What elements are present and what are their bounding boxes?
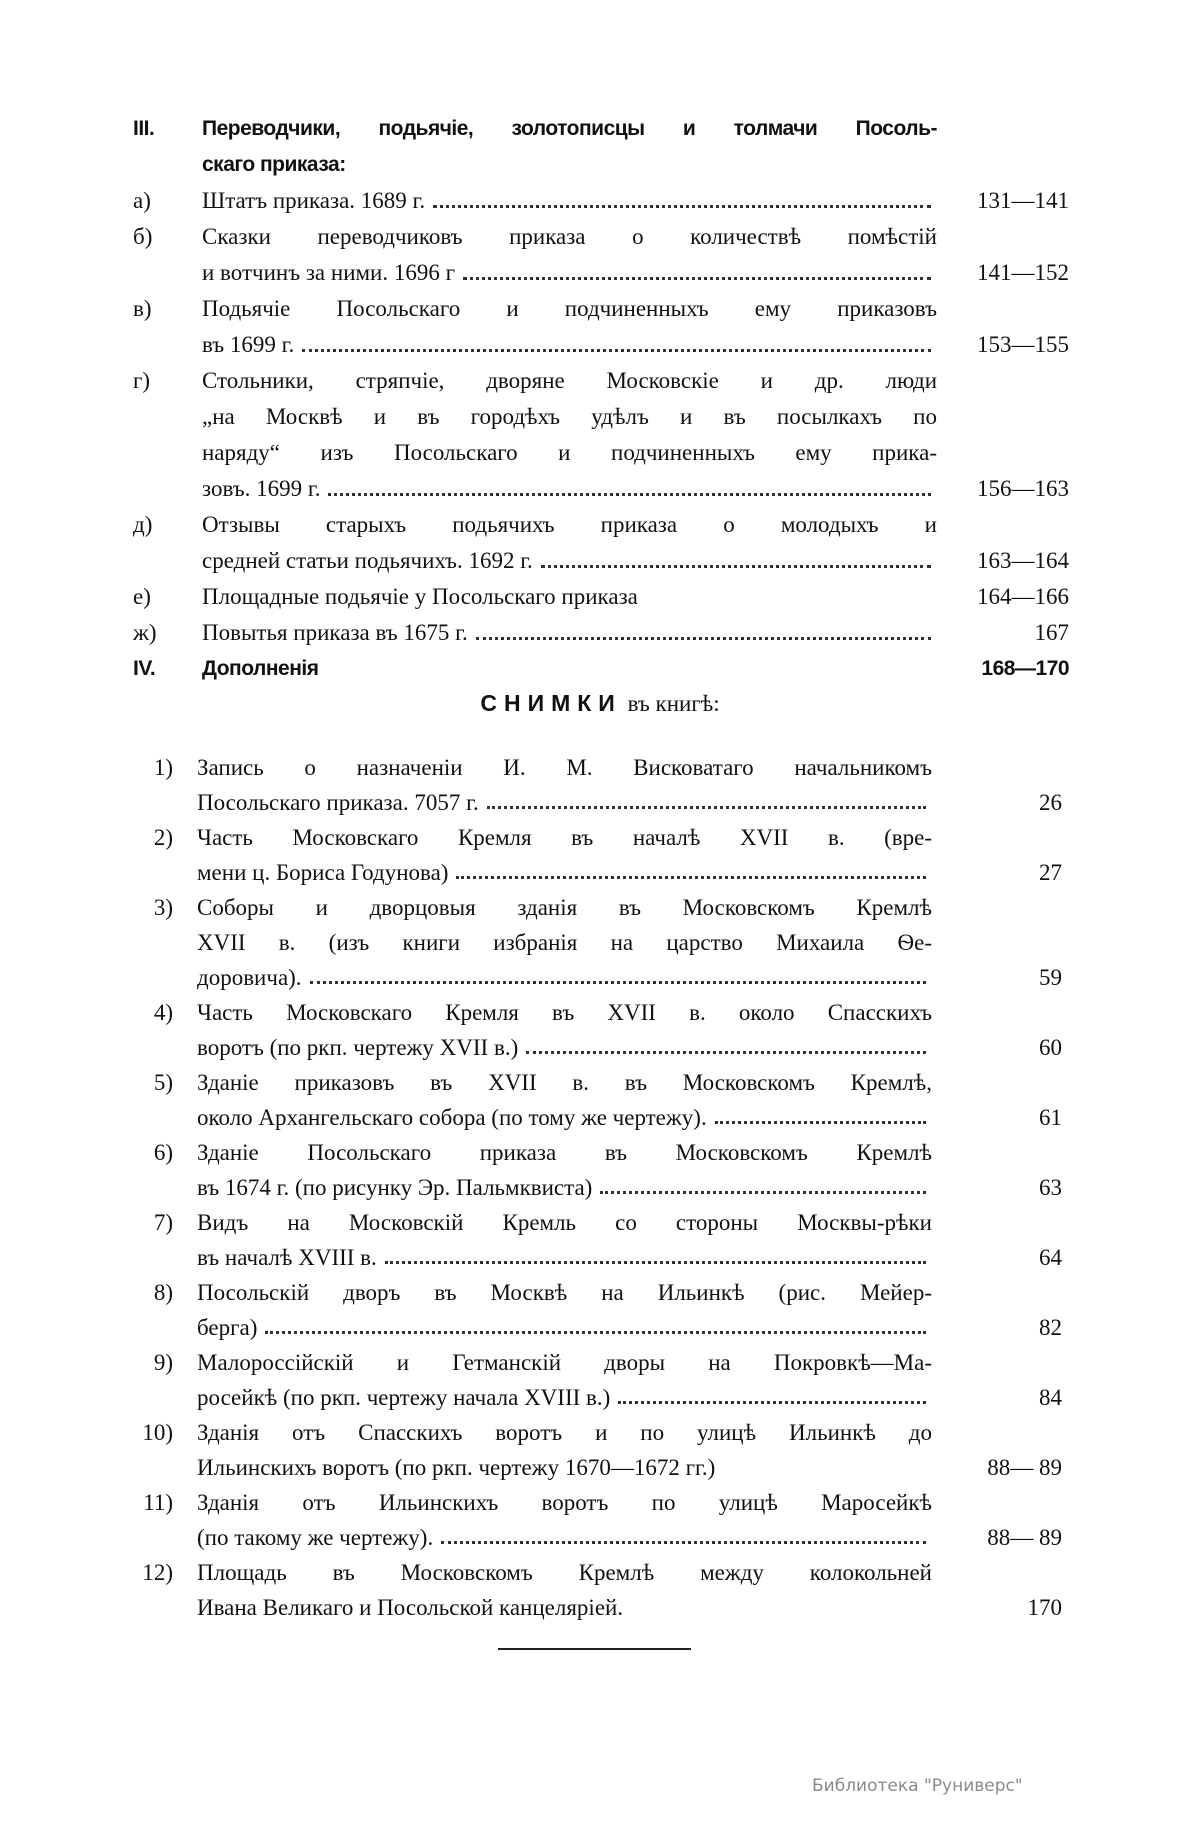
divider [498, 1648, 691, 1650]
entry-line [0, 363, 1200, 399]
entry-line [0, 995, 1200, 1030]
dot-leader [441, 1520, 926, 1544]
dot-leader [476, 615, 931, 640]
entry-text-line: зовъ. 1699 г. [202, 476, 321, 501]
entry-label: 10) [142, 1420, 173, 1445]
entry-line [0, 183, 1200, 219]
entry-text [202, 255, 937, 291]
page-number: 64 [1039, 1245, 1062, 1270]
entry-label: 7) [153, 1210, 173, 1235]
entry-text-line: Зданіе приказовъ въ XVII в. въ Московскомъ Кремлѣ, [197, 1070, 932, 1095]
entry-text-line: Соборы и дворцовыя зданія въ Московскомъ Кремлѣ [197, 895, 932, 920]
entry-text-line: Запись о назначеніи И. М. Висковатаго начальникомъ [197, 755, 932, 780]
entry-label: 3) [153, 895, 173, 920]
entry-line [0, 960, 1200, 995]
entry-text [197, 1555, 932, 1590]
entry-label: 1) [153, 755, 173, 780]
page-number: 156—163 [977, 476, 1069, 501]
entry-label: 8) [153, 1280, 173, 1305]
dot-leader [541, 543, 931, 568]
entry-line [0, 1065, 1200, 1100]
entry-text [202, 471, 937, 507]
entry-line [0, 1275, 1200, 1310]
entry-text [197, 785, 932, 820]
heading-bold: СНИМКИ [480, 690, 622, 716]
entry-text-line: въ началѣ XVIII в. [197, 1245, 377, 1270]
entry-label: ж) [133, 620, 157, 645]
entry-label: д) [133, 512, 153, 537]
illustrations-list [0, 750, 1200, 1625]
entry-text-line: около Архангельскаго собора (по тому же чертежу). [197, 1105, 707, 1130]
entry-line [0, 291, 1200, 327]
dot-leader [265, 1310, 926, 1334]
page-number: 141—152 [977, 260, 1069, 285]
entry-line [0, 615, 1200, 651]
entry-text-line: Подьячіе Посольскаго и подчиненныхъ ему приказовъ [202, 296, 937, 321]
entry-text-line: Зданіе Посольскаго приказа въ Московскомъ Кремлѣ [197, 1140, 932, 1165]
entry-text-line: въ 1699 г. [202, 332, 295, 357]
entry-text [202, 435, 937, 471]
entry-text-line: Часть Московскаго Кремля въ XVII в. около Спасскихъ [197, 1000, 932, 1025]
entry-text [197, 1170, 932, 1205]
entry-line [0, 1030, 1200, 1065]
entry-label: 11) [143, 1490, 173, 1515]
dot-leader [385, 1240, 926, 1264]
dot-leader [328, 471, 931, 496]
dot-leader [600, 1170, 926, 1194]
entry-line [0, 471, 1200, 507]
entry-text [197, 1030, 932, 1065]
entry-label: г) [133, 368, 151, 393]
entry-line [0, 255, 1200, 291]
entry-text [197, 1100, 932, 1135]
entry-label: в) [133, 296, 152, 321]
entry-text-line: XVII в. (изъ книги избранія на царство Михаила Ѳе- [197, 930, 932, 955]
entry-text [197, 1135, 932, 1170]
dot-leader [618, 1380, 926, 1404]
page-number: 153—155 [977, 332, 1069, 357]
entry-label: III. [133, 117, 155, 140]
page-number: 27 [1039, 860, 1062, 885]
entry-text-line: и вотчинъ за ними. 1696 г [202, 260, 456, 285]
page-number: 61 [1039, 1105, 1062, 1130]
entry-text [197, 1205, 932, 1240]
entry-text [197, 820, 932, 855]
entry-line [0, 1450, 1200, 1485]
page-number: 168—170 [981, 657, 1069, 680]
entry-line [0, 1205, 1200, 1240]
entry-text-line: въ 1674 г. (по рисунку Эр. Пальмквиста) [197, 1175, 593, 1200]
dot-leader [526, 1030, 926, 1054]
entry-text-line: Посольскій дворъ въ Москвѣ на Ильинкѣ (рис. Мейер- [197, 1280, 932, 1305]
entry-text [202, 219, 937, 255]
entry-line [0, 1100, 1200, 1135]
entry-text [197, 1240, 932, 1275]
entry-label: IV. [133, 657, 156, 680]
entry-text-line: росейкѣ (по ркп. чертежу начала XVIII в.) [197, 1385, 611, 1410]
page-number: 88— 89 [987, 1455, 1062, 1480]
entry-label: б) [133, 224, 153, 249]
entry-text [202, 111, 937, 147]
entry-line [0, 820, 1200, 855]
entry-label: 5) [153, 1070, 173, 1095]
dot-leader [310, 960, 926, 984]
entry-line [0, 855, 1200, 890]
entry-text-line: Сказки переводчиковъ приказа о количествѣ помѣстій [202, 224, 937, 249]
entry-text-line: Площадные подьячіе у Посольскаго приказа [202, 584, 638, 609]
entry-text-line: Ильинскихъ воротъ (по ркп. чертежу 1670—1672 гг.) [197, 1455, 716, 1480]
entry-text [197, 925, 932, 960]
entry-text-line: Повытья приказа въ 1675 г. [202, 620, 468, 645]
page-number: 170 [1027, 1595, 1062, 1620]
entry-text [197, 1415, 932, 1450]
entry-line [0, 785, 1200, 820]
entry-line [0, 579, 1200, 615]
page-number: 163—164 [977, 548, 1069, 573]
entry-text [202, 147, 937, 183]
entry-text [197, 855, 932, 890]
dot-leader [302, 327, 931, 352]
entry-text [202, 399, 937, 435]
entry-text [197, 1485, 932, 1520]
entry-line [0, 750, 1200, 785]
entry-text-line: берга) [197, 1315, 258, 1340]
entry-label: е) [133, 584, 151, 609]
entry-text-line: Малороссійскій и Гетманскій дворы на Покровкѣ—Ма- [197, 1350, 932, 1375]
page-number: 26 [1039, 790, 1062, 815]
entry-text [197, 1590, 932, 1625]
entry-text [202, 183, 937, 219]
entry-line [0, 147, 1200, 183]
dot-leader [456, 855, 926, 879]
entry-text [197, 960, 932, 995]
entry-text-line: воротъ (по ркп. чертежу XVII в.) [197, 1035, 519, 1060]
entry-text [202, 363, 937, 399]
entry-text [197, 995, 932, 1030]
entry-line [0, 925, 1200, 960]
entry-text-line: Переводчики, подьячіе, золотописцы и толмачи Посоль- [202, 117, 937, 140]
watermark: Библиотека "Руниверс" [812, 1776, 1023, 1796]
entry-line [0, 507, 1200, 543]
entry-text [202, 579, 937, 615]
entry-text [202, 507, 937, 543]
dot-leader [463, 255, 931, 280]
entry-text-line: доровича). [197, 965, 302, 990]
contents-list [0, 111, 1200, 687]
entry-line [0, 543, 1200, 579]
entry-text [197, 750, 932, 785]
page-number: 82 [1039, 1315, 1062, 1340]
page-number: 63 [1039, 1175, 1062, 1200]
dot-leader [715, 1100, 926, 1124]
entry-text-line: (по такому же чертежу). [197, 1525, 434, 1550]
page-number: 84 [1039, 1385, 1062, 1410]
entry-text [197, 890, 932, 925]
page-number: 60 [1039, 1035, 1062, 1060]
entry-text-line: Зданія отъ Ильинскихъ воротъ по улицѣ Маросейкѣ [197, 1490, 932, 1515]
entry-line [0, 111, 1200, 147]
entry-text-line: Часть Московскаго Кремля въ началѣ XVII в. (вре- [197, 825, 932, 850]
entry-line [0, 1485, 1200, 1520]
entry-text [202, 327, 937, 363]
entry-line [0, 1310, 1200, 1345]
entry-line [0, 1520, 1200, 1555]
entry-label: 9) [153, 1350, 173, 1375]
entry-text-line: Посольскаго приказа. 7057 г. [197, 790, 479, 815]
entry-text [202, 291, 937, 327]
entry-text-line: наряду“ изъ Посольскаго и подчиненныхъ ему прика- [202, 440, 937, 465]
page-number: 164—166 [977, 584, 1069, 609]
page-number: 88— 89 [987, 1525, 1062, 1550]
dot-leader [487, 785, 926, 809]
entry-label: 2) [153, 825, 173, 850]
entry-text-line: Площадь въ Московскомъ Кремлѣ между колокольней [197, 1560, 932, 1585]
entry-text [197, 1520, 932, 1555]
entry-line [0, 1555, 1200, 1590]
entry-text-line: Отзывы старыхъ подьячихъ приказа о молодыхъ и [202, 512, 937, 537]
entry-line [0, 651, 1200, 687]
entry-text [197, 1380, 932, 1415]
entry-text-line: Дополненія [202, 657, 319, 680]
entry-text [197, 1345, 932, 1380]
entry-text [197, 1275, 932, 1310]
entry-label: 6) [153, 1140, 173, 1165]
entry-text [197, 1065, 932, 1100]
entry-line [0, 1240, 1200, 1275]
entry-text-line: „на Москвѣ и въ городѣхъ удѣлъ и въ посылкахъ по [202, 404, 937, 429]
entry-text-line: Штатъ приказа. 1689 г. [202, 188, 426, 213]
dot-leader [433, 183, 931, 208]
entry-text [202, 651, 937, 687]
entry-text-line: Зданія отъ Спасскихъ воротъ и по улицѣ Ильинкѣ до [197, 1420, 932, 1445]
entry-text [202, 543, 937, 579]
entry-line [0, 1590, 1200, 1625]
heading-rest: въ книгѣ: [627, 691, 720, 716]
entry-text-line: Ивана Великаго и Посольской канцеляріей. [197, 1595, 624, 1620]
entry-line [0, 1170, 1200, 1205]
entry-label: 12) [142, 1560, 173, 1585]
entry-text-line: Видъ на Московскій Кремль со стороны Москвы-рѣки [197, 1210, 932, 1235]
entry-line [0, 890, 1200, 925]
entry-label: а) [133, 188, 151, 213]
page-number: 131—141 [977, 188, 1069, 213]
entry-text [202, 615, 937, 651]
entry-line [0, 219, 1200, 255]
entry-text [197, 1310, 932, 1345]
entry-text-line: средней статьи подьячихъ. 1692 г. [202, 548, 533, 573]
entry-text-line: скаго приказа: [202, 153, 346, 176]
entry-line [0, 399, 1200, 435]
entry-text-line: мени ц. Бориса Годунова) [197, 860, 449, 885]
entry-line [0, 435, 1200, 471]
page-number: 167 [1034, 620, 1069, 645]
entry-line [0, 1415, 1200, 1450]
entry-label: 4) [153, 1000, 173, 1025]
page-number: 59 [1039, 965, 1062, 990]
entry-line [0, 1135, 1200, 1170]
entry-line [0, 1380, 1200, 1415]
entry-line [0, 1345, 1200, 1380]
entry-text-line: Стольники, стряпчіе, дворяне Московскіе и др. люди [202, 368, 937, 393]
entry-line [0, 327, 1200, 363]
entry-text [197, 1450, 932, 1485]
illustrations-heading [0, 690, 1200, 717]
